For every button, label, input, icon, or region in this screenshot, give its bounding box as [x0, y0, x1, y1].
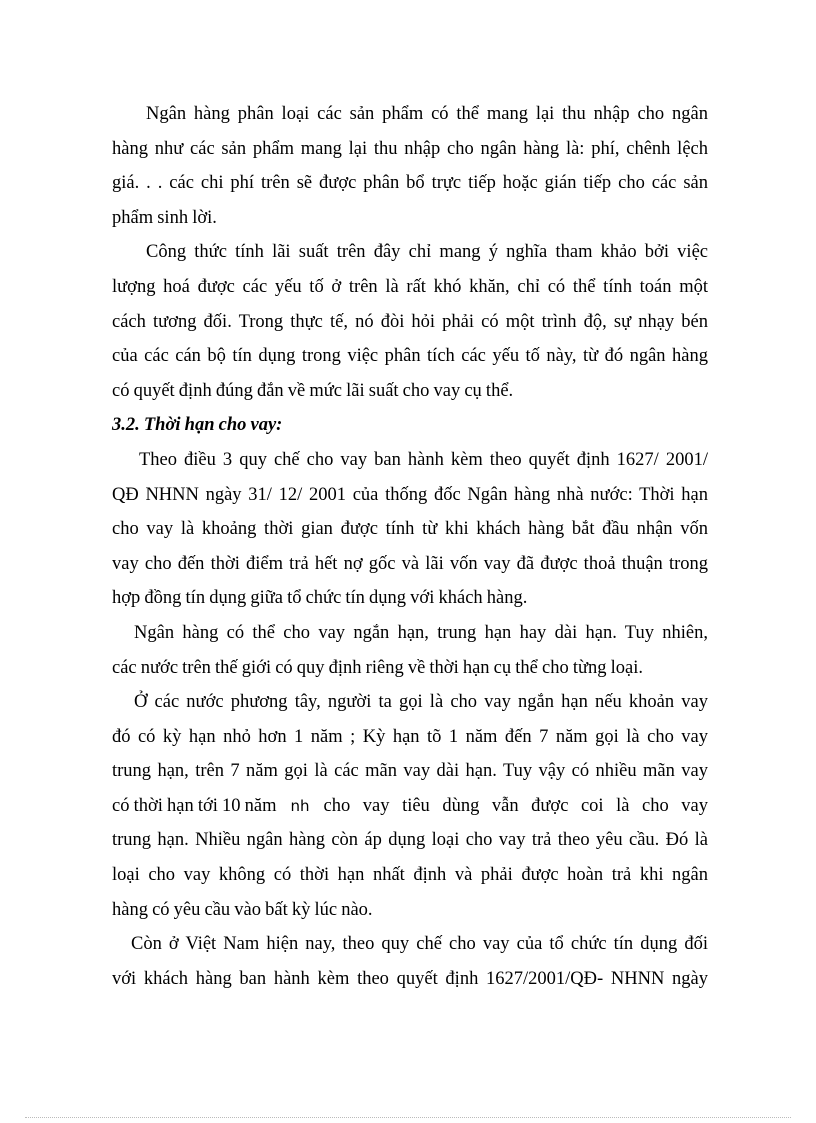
section-heading: 3.2. Thời hạn cho vay:	[112, 415, 283, 436]
document-page	[112, 97, 708, 996]
text-line: Ngân hàng có thể cho vay ngắn hạn, trung hạn hay dài hạn. Tuy nhiên,	[134, 622, 708, 643]
text-line: lượng hoá được các yếu tố ở trên là rất khó khăn, chỉ có thể tính toán một	[112, 276, 708, 297]
text-line: cho vay là khoảng thời gian được tính từ khi khách hàng bắt đầu nhận vốn	[112, 519, 708, 540]
text-line: phẩm sinh lời.	[112, 207, 217, 228]
text-line: Ngân hàng phân loại các sản phẩm có thể mang lại thu nhập cho ngân	[146, 104, 708, 124]
text-line: các nước trên thế giới có quy định riêng về thời hạn cụ thể cho từng loại.	[112, 657, 643, 678]
text-line: với khách hàng ban hành kèm theo quyết định 1627/2001/QĐ- NHNN ngày	[112, 968, 708, 989]
paragraph-4	[112, 616, 708, 685]
paragraph-6	[112, 927, 708, 996]
text-line: trung hạn, trên 7 năm gọi là các mãn vay dài hạn. Tuy vậy có nhiều mãn vay	[112, 761, 708, 782]
text-line: Công thức tính lãi suất trên đây chỉ mang ý nghĩa tham khảo bởi việc	[146, 242, 708, 263]
text-line: giá. . . các chi phí trên sẽ được phân bổ trực tiếp hoặc gián tiếp cho các sản	[112, 173, 708, 194]
text-line: đó có kỳ hạn nhỏ hơn 1 năm ; Kỳ hạn tõ 1 năm đến 7 năm gọi là cho vay	[112, 726, 708, 747]
text-line: hợp đồng tín dụng giữa tổ chức tín dụng với khách hàng.	[112, 588, 528, 609]
text-line: có quyết định đúng đắn về mức lãi suất cho vay cụ thể.	[112, 380, 514, 401]
text-line: loại cho vay không có thời hạn nhất định và phải được hoàn trả khi ngân	[112, 865, 708, 886]
paragraph-2	[112, 235, 708, 408]
text-line	[112, 789, 708, 824]
text-segment: cho vay tiêu dùng vẫn được coi là cho vay	[323, 795, 708, 816]
text-line: QĐ NHNN ngày 31/ 12/ 2001 của thống đốc Ngân hàng nhà nước: Thời hạn	[112, 484, 708, 505]
text-line: của các cán bộ tín dụng trong việc phân tích các yếu tố này, từ đó ngân hàng	[112, 346, 708, 367]
text-line: Theo điều 3 quy chế cho vay ban hành kèm theo quyết định 1627/ 2001/	[139, 449, 708, 470]
text-line: hàng có yêu cầu vào bất kỳ lúc nào.	[112, 899, 373, 920]
text-line: vay cho đến thời điểm trả hết nợ gốc và lãi vốn vay đã được thoả thuận trong	[112, 553, 708, 574]
text-line: cách tương đối. Trong thực tế, nó đòi hỏi phải có một trình độ, sự nhạy bén	[112, 311, 708, 332]
text-segment: có thời hạn tới 10 năm	[112, 795, 277, 816]
paragraph-1	[112, 97, 708, 235]
paragraph-3	[112, 443, 708, 616]
text-line: Ở các nước phương tây, người ta gọi là cho vay ngắn hạn nếu khoản vay	[134, 692, 708, 713]
page-bottom-divider	[25, 1117, 791, 1118]
text-line: hàng như các sản phẩm mang lại thu nhập cho ngân hàng là: phí, chênh lệch	[112, 138, 708, 159]
text-segment: nh	[290, 796, 310, 815]
text-line: Còn ở Việt Nam hiện nay, theo quy chế cho vay của tổ chức tín dụng đối	[131, 934, 708, 955]
text-line: trung hạn. Nhiều ngân hàng còn áp dụng loại cho vay trả theo yêu cầu. Đó là	[112, 830, 708, 851]
paragraph-5	[112, 685, 708, 927]
